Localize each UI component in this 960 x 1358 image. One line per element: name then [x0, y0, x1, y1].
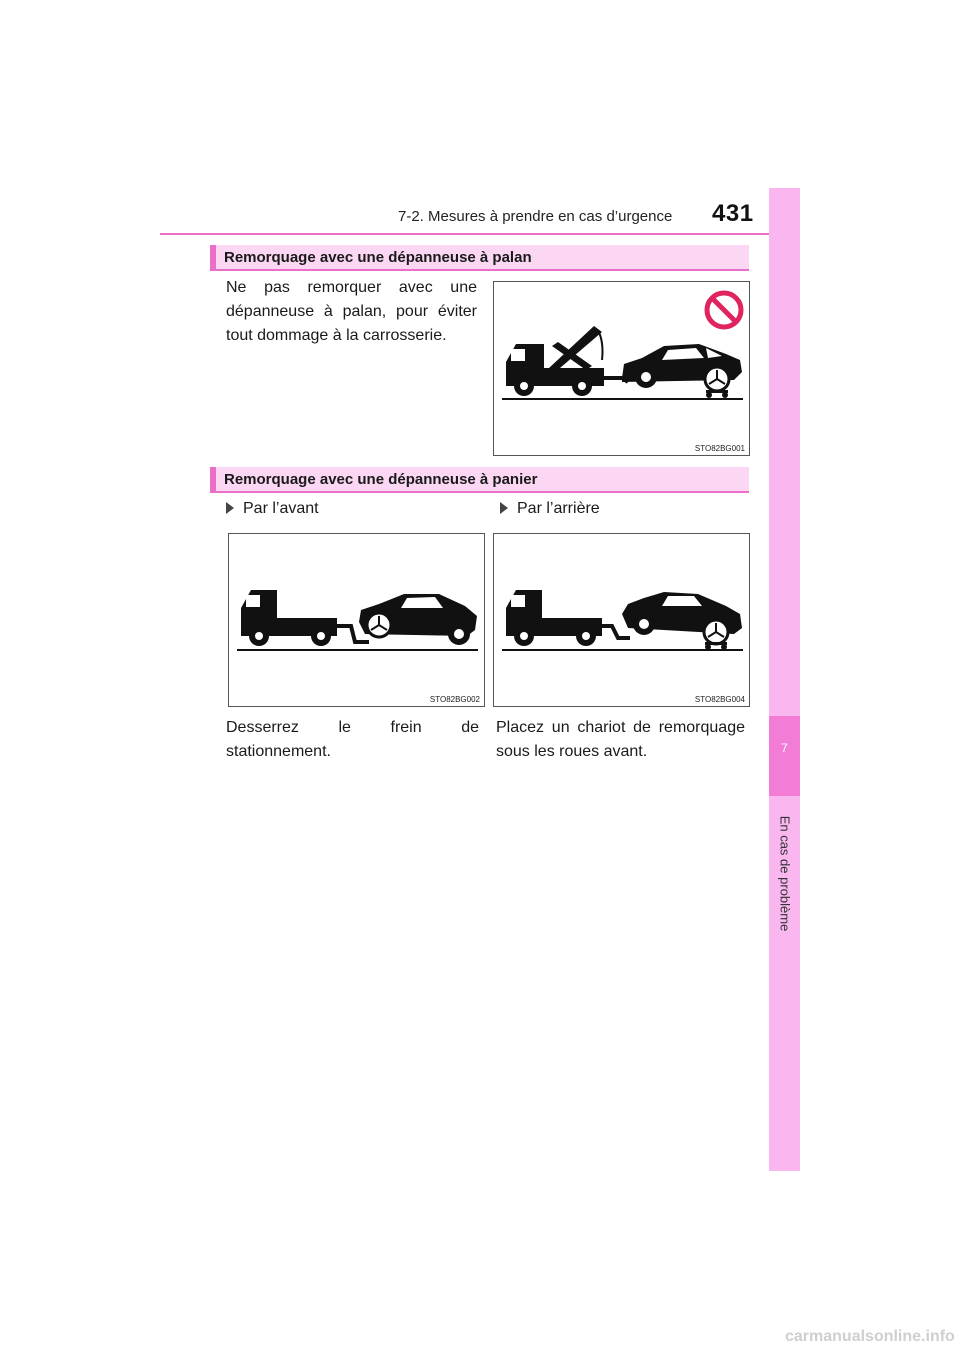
figure-flatbed-front [228, 533, 485, 707]
flatbed-front-text: Desserrez le frein de stationnement. [226, 719, 479, 760]
subheading-text: Par l’arrière [517, 500, 600, 517]
section-title: Remorquage avec une dépanneuse à panier [224, 471, 538, 488]
chapter-side-tab [769, 188, 800, 1171]
chapter-label: En cas de problème [777, 815, 793, 932]
flatbed-front-illustration [229, 534, 486, 708]
chapter-side-tab-marker [769, 716, 800, 796]
triangle-bullet-icon [226, 502, 234, 514]
triangle-bullet-icon [500, 502, 508, 514]
figure-code: STO82BG002 [429, 695, 480, 704]
header-section-path: 7-2. Mesures à prendre en cas d’urgence [398, 208, 673, 225]
wheel-lift-text: Ne pas remorquer avec une dépanneuse à palan, pour éviter tout dommage à la carrosserie. [226, 279, 477, 344]
figure-wheel-lift-tow-truck [493, 281, 750, 456]
section-heading-wheel-lift [210, 245, 749, 271]
header-rule [160, 233, 800, 235]
page-number: 431 [712, 200, 754, 227]
chapter-number: 7 [781, 741, 788, 755]
flatbed-rear-text: Placez un chariot de remorquage sous les roues avant. [496, 719, 745, 760]
wheel-lift-illustration [494, 282, 751, 457]
section-title: Remorquage avec une dépanneuse à palan [224, 249, 532, 266]
subheading-front [226, 500, 319, 518]
subheading-rear [500, 500, 600, 518]
subheading-text: Par l’avant [243, 500, 319, 517]
prohibition-icon [707, 293, 741, 327]
figure-code: STO82BG004 [694, 695, 745, 704]
section-heading-flatbed [210, 467, 749, 493]
figure-flatbed-rear [493, 533, 750, 707]
flatbed-rear-illustration [494, 534, 751, 708]
figure-code: STO82BG001 [694, 444, 745, 453]
footer-watermark: carmanualsonline.info [785, 1328, 955, 1345]
